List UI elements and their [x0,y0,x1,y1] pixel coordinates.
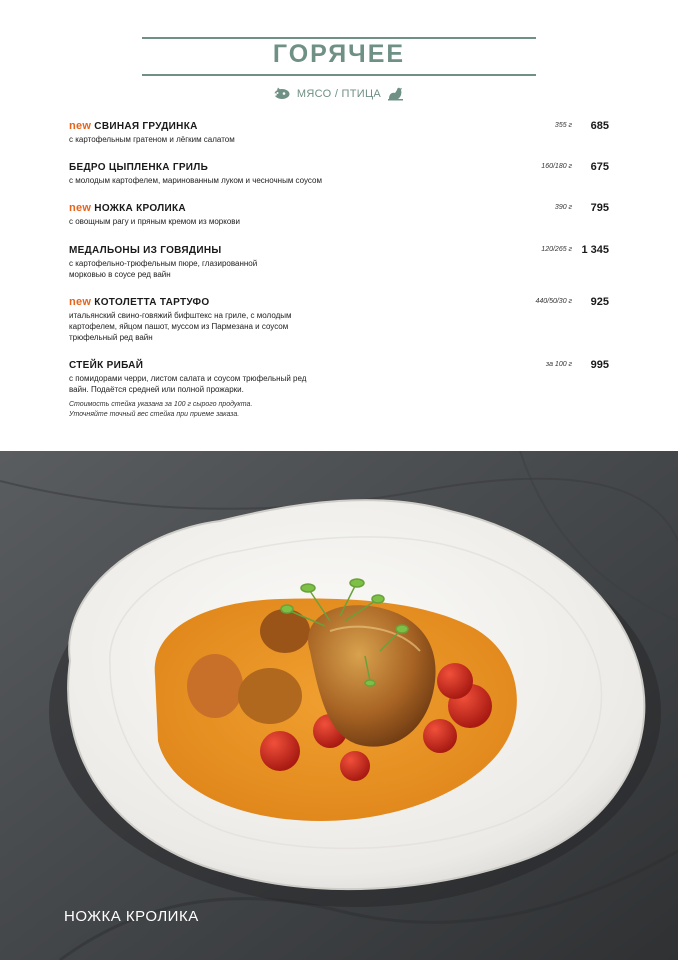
item-name: НОЖКА КРОЛИКА [94,203,186,214]
menu-item [69,161,614,186]
item-description: с картофельным гратеном и лёгким салатом [69,135,235,144]
note-line: Уточняйте точный вес стейка при приеме заказа. [69,411,240,418]
new-badge: new [69,296,92,308]
new-badge: new [69,120,92,132]
item-name: МЕДАЛЬОНЫ ИЗ ГОВЯДИНЫ [69,245,222,256]
item-description: с овощным рагу и пряным кремом из моркови [69,217,240,226]
menu-item [69,359,614,395]
item-price: 795 [590,202,609,214]
item-name: БЕДРО ЦЫПЛЕНКА ГРИЛЬ [69,162,209,173]
item-description: итальянский свино-говяжий бифштекс на гриле, с молодым картофелем, яйцом пашот, муссом из Пармезана и соусом трюфельный ред вайн [69,311,292,342]
item-price: 685 [590,120,609,132]
item-description: с помидорами черри, листом салата и соусом трюфельный ред вайн. Подаётся средней или полной прожарки. [69,374,307,394]
menu-list [0,0,678,450]
item-weight: 120/265 г [541,246,572,253]
menu-item [69,120,614,145]
item-price: 995 [590,359,609,371]
item-weight: за 100 г [545,361,572,368]
item-weight: 355 г [554,122,572,129]
item-name: КОТОЛЕТТА ТАРТУФО [94,297,210,308]
item-weight: 390 г [554,204,572,211]
item-weight: 160/180 г [541,163,572,170]
page-title: ГОРЯЧЕЕ [272,40,406,68]
steak-note [69,400,252,420]
item-description: с картофельно-трюфельным пюре, глазированной морковью в соусе ред вайн [69,259,258,279]
new-badge: new [69,202,92,214]
item-name: СТЕЙК РИБАЙ [69,360,144,371]
dish-illustration [0,451,678,960]
dish-photo [0,451,678,960]
item-name: СВИНАЯ ГРУДИНКА [94,121,198,132]
item-price: 925 [590,296,609,308]
photo-caption: НОЖКА КРОЛИКА [64,908,199,925]
note-line: Стоимость стейка указана за 100 г сырого продукта. [69,401,253,408]
menu-item [69,296,614,343]
menu-item [69,244,614,280]
item-price: 675 [590,161,609,173]
item-weight: 440/50/30 г [535,298,572,305]
item-price: 1 345 [581,244,609,256]
subtitle-text: МЯСО / ПТИЦА [296,87,382,100]
item-description: с молодым картофелем, маринованным луком и чесночным соусом [69,176,322,185]
menu-item [69,202,614,227]
